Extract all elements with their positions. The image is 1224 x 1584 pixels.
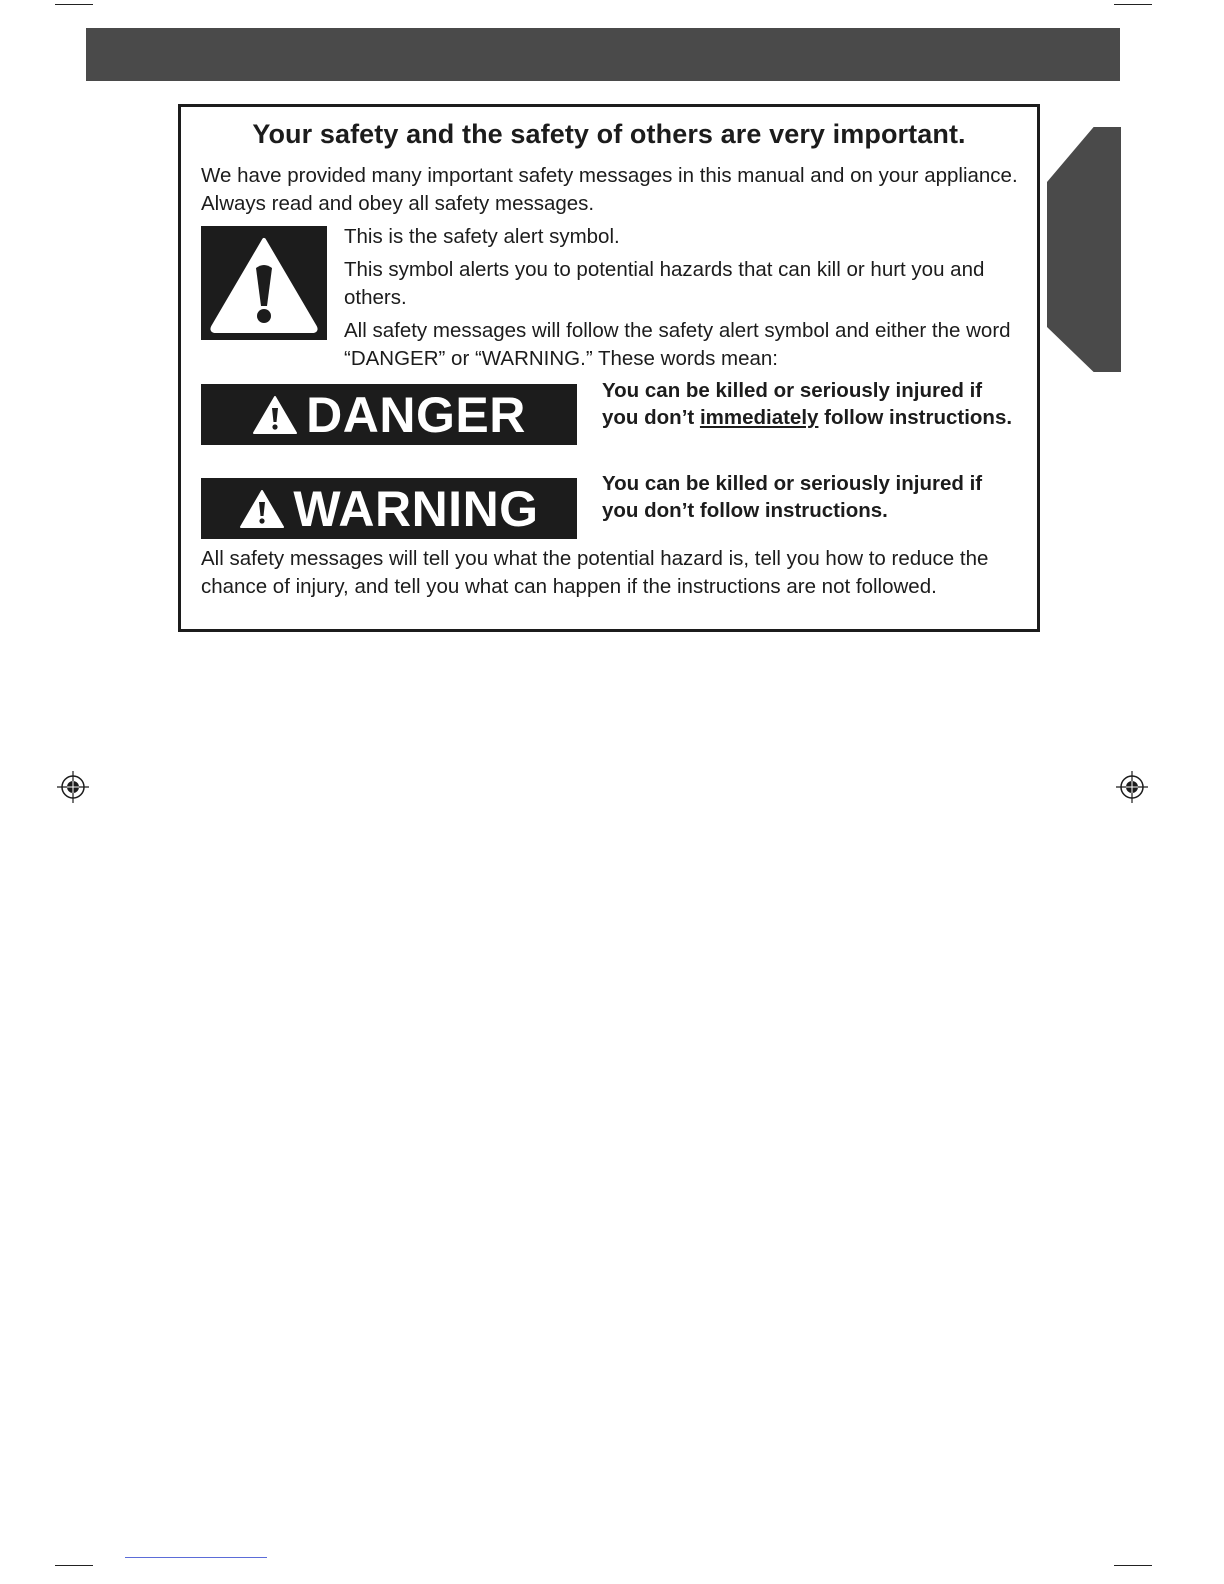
danger-banner <box>201 384 577 445</box>
intro-paragraph: We have provided many important safety messages in this manual and on your appliance. Always read and obey all safety messages. <box>201 164 1018 215</box>
warning-description: You can be killed or seriously injured if you don’t follow instructions. <box>602 472 983 522</box>
danger-text-emphasis: immediately <box>699 406 819 429</box>
safety-title: Your safety and the safety of others are very important. <box>252 119 966 149</box>
symbol-line-3: All safety messages will follow the safety alert symbol and either the word “DANGER” or “WARNING.” These words mean: <box>344 319 1011 370</box>
danger-text-start: You can be killed or seriously injured if you don’t <box>602 379 983 429</box>
crop-mark <box>55 1565 93 1566</box>
danger-label: DANGER <box>306 386 526 443</box>
symbol-line-1: This is the safety alert symbol. <box>344 225 620 248</box>
warning-triangle-icon <box>252 394 298 436</box>
warning-banner <box>201 478 577 539</box>
symbol-line-2: This symbol alerts you to potential hazards that can kill or hurt you and others. <box>344 258 985 309</box>
warning-triangle-icon <box>201 226 327 340</box>
warning-triangle-icon <box>239 488 285 530</box>
safety-box <box>178 104 1040 632</box>
header-bar <box>86 28 1120 81</box>
danger-text-end: follow instructions. <box>818 406 1013 429</box>
registration-mark-icon <box>57 771 89 803</box>
closing-paragraph: All safety messages will tell you what the potential hazard is, tell you how to reduce the chance of injury, and tell you what can happen if the instructions are not followed. <box>201 547 989 598</box>
danger-description <box>602 377 1022 431</box>
crop-mark <box>1114 1565 1152 1566</box>
warning-label: WARNING <box>293 480 539 537</box>
crop-mark <box>55 4 93 5</box>
footer-rule <box>125 1557 267 1558</box>
registration-mark-icon <box>1116 771 1148 803</box>
crop-mark <box>1114 4 1152 5</box>
safety-alert-symbol <box>201 226 327 340</box>
side-tab <box>1047 127 1121 372</box>
